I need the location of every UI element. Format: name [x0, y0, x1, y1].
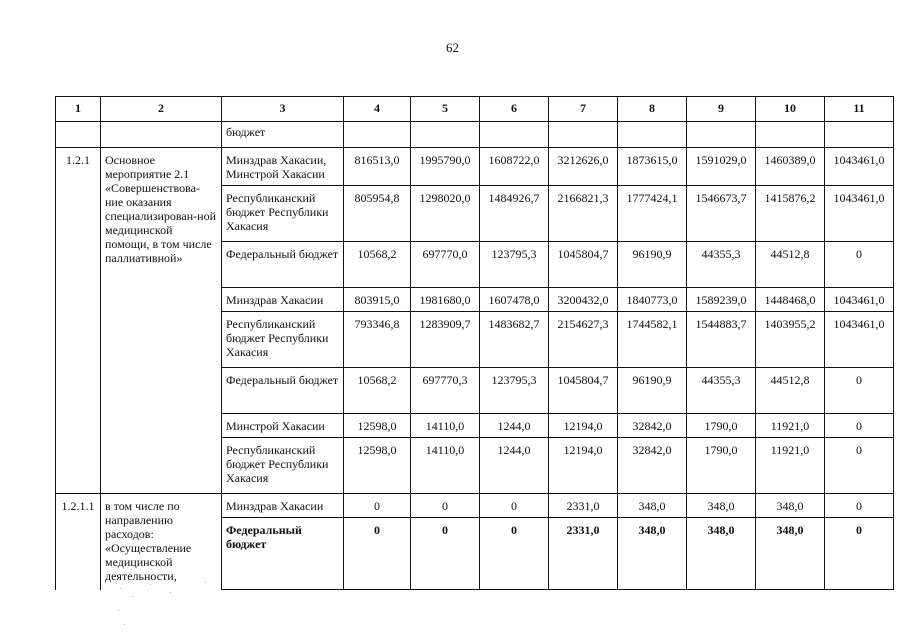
- amount-cell: 10568,2: [344, 242, 411, 288]
- amount-cell: 2331,0: [549, 518, 618, 590]
- amount-cell: 32842,0: [618, 438, 687, 494]
- amount-cell: 0: [825, 494, 894, 518]
- amount-cell: 1298020,0: [411, 186, 480, 242]
- amount-cell: 3200432,0: [549, 288, 618, 312]
- amount-cell: 1283909,7: [411, 312, 480, 368]
- empty-cell: [687, 122, 756, 148]
- amount-cell: 1460389,0: [756, 148, 825, 186]
- amount-cell: 0: [480, 494, 549, 518]
- amount-cell: 805954,8: [344, 186, 411, 242]
- activity-description: Основное мероприятие 2.1 «Совершенствова-ние оказания специализирован-ной медицинской помощи, в том числе паллиативной»: [101, 148, 222, 494]
- empty-cell: [618, 122, 687, 148]
- table-row: [56, 494, 894, 518]
- amount-cell: 348,0: [618, 494, 687, 518]
- row-code: 1.2.1: [56, 148, 101, 494]
- amount-cell: 1777424,1: [618, 186, 687, 242]
- amount-cell: 1043461,0: [825, 186, 894, 242]
- column-header: 7: [549, 97, 618, 122]
- row-code: 1.2.1.1: [56, 494, 101, 590]
- amount-cell: 0: [344, 494, 411, 518]
- amount-cell: 44355,3: [687, 368, 756, 414]
- funding-source: Минздрав Хакасии: [222, 288, 344, 312]
- amount-cell: 1244,0: [480, 414, 549, 438]
- column-header: 11: [825, 97, 894, 122]
- amount-cell: 12194,0: [549, 414, 618, 438]
- amount-cell: 0: [344, 518, 411, 590]
- column-header: 8: [618, 97, 687, 122]
- funding-source: бюджет: [222, 122, 344, 148]
- budget-table: [55, 96, 894, 590]
- amount-cell: 1484926,7: [480, 186, 549, 242]
- amount-cell: 1483682,7: [480, 312, 549, 368]
- column-header: 4: [344, 97, 411, 122]
- carry-over-row: [56, 122, 894, 148]
- table-row: [56, 148, 894, 186]
- column-header: 6: [480, 97, 549, 122]
- amount-cell: 14110,0: [411, 414, 480, 438]
- amount-cell: 1591029,0: [687, 148, 756, 186]
- amount-cell: 0: [825, 242, 894, 288]
- column-header: 9: [687, 97, 756, 122]
- amount-cell: 1043461,0: [825, 288, 894, 312]
- amount-cell: 1840773,0: [618, 288, 687, 312]
- amount-cell: 348,0: [687, 518, 756, 590]
- amount-cell: 793346,8: [344, 312, 411, 368]
- amount-cell: 1544883,7: [687, 312, 756, 368]
- amount-cell: 12598,0: [344, 438, 411, 494]
- amount-cell: 96190,9: [618, 242, 687, 288]
- page-number: 62: [446, 40, 459, 55]
- amount-cell: 0: [825, 438, 894, 494]
- empty-cell: [480, 122, 549, 148]
- amount-cell: 44355,3: [687, 242, 756, 288]
- amount-cell: 10568,2: [344, 368, 411, 414]
- amount-cell: 348,0: [756, 518, 825, 590]
- empty-cell: [549, 122, 618, 148]
- amount-cell: 1403955,2: [756, 312, 825, 368]
- amount-cell: 816513,0: [344, 148, 411, 186]
- funding-source: Федеральный бюджет: [222, 368, 344, 414]
- amount-cell: 1045804,7: [549, 368, 618, 414]
- amount-cell: 348,0: [687, 494, 756, 518]
- amount-cell: 11921,0: [756, 414, 825, 438]
- empty-cell: [56, 122, 101, 148]
- amount-cell: 12194,0: [549, 438, 618, 494]
- header-row: [56, 97, 894, 122]
- funding-source: Республиканский бюджет Республики Хакасия: [222, 312, 344, 368]
- amount-cell: 1981680,0: [411, 288, 480, 312]
- amount-cell: 44512,8: [756, 242, 825, 288]
- funding-source: Федеральный бюджет: [222, 242, 344, 288]
- funding-source: Республиканский бюджет Республики Хакасия: [222, 438, 344, 494]
- amount-cell: 1043461,0: [825, 312, 894, 368]
- amount-cell: 1790,0: [687, 438, 756, 494]
- amount-cell: 1043461,0: [825, 148, 894, 186]
- amount-cell: 0: [825, 368, 894, 414]
- empty-cell: [825, 122, 894, 148]
- amount-cell: 1790,0: [687, 414, 756, 438]
- amount-cell: 1608722,0: [480, 148, 549, 186]
- amount-cell: 0: [411, 518, 480, 590]
- empty-cell: [101, 122, 222, 148]
- amount-cell: 0: [825, 414, 894, 438]
- amount-cell: 1546673,7: [687, 186, 756, 242]
- amount-cell: 1995790,0: [411, 148, 480, 186]
- amount-cell: 697770,0: [411, 242, 480, 288]
- amount-cell: 1045804,7: [549, 242, 618, 288]
- amount-cell: 2154627,3: [549, 312, 618, 368]
- amount-cell: 11921,0: [756, 438, 825, 494]
- amount-cell: 1744582,1: [618, 312, 687, 368]
- amount-cell: 44512,8: [756, 368, 825, 414]
- column-header: 2: [101, 97, 222, 122]
- amount-cell: 14110,0: [411, 438, 480, 494]
- funding-source: Федеральный бюджет: [222, 518, 344, 590]
- amount-cell: 1873615,0: [618, 148, 687, 186]
- amount-cell: 348,0: [618, 518, 687, 590]
- amount-cell: 12598,0: [344, 414, 411, 438]
- amount-cell: 3212626,0: [549, 148, 618, 186]
- amount-cell: 0: [480, 518, 549, 590]
- amount-cell: 1607478,0: [480, 288, 549, 312]
- empty-cell: [756, 122, 825, 148]
- amount-cell: 348,0: [756, 494, 825, 518]
- funding-source: Республиканский бюджет Республики Хакасия: [222, 186, 344, 242]
- empty-cell: [411, 122, 480, 148]
- column-header: 1: [56, 97, 101, 122]
- column-header: 3: [222, 97, 344, 122]
- amount-cell: 0: [825, 518, 894, 590]
- amount-cell: 697770,3: [411, 368, 480, 414]
- amount-cell: 803915,0: [344, 288, 411, 312]
- amount-cell: 2166821,3: [549, 186, 618, 242]
- amount-cell: 1244,0: [480, 438, 549, 494]
- amount-cell: 2331,0: [549, 494, 618, 518]
- amount-cell: 1448468,0: [756, 288, 825, 312]
- amount-cell: 32842,0: [618, 414, 687, 438]
- amount-cell: 0: [411, 494, 480, 518]
- column-header: 10: [756, 97, 825, 122]
- amount-cell: 1589239,0: [687, 288, 756, 312]
- amount-cell: 123795,3: [480, 368, 549, 414]
- column-header: 5: [411, 97, 480, 122]
- amount-cell: 96190,9: [618, 368, 687, 414]
- amount-cell: 123795,3: [480, 242, 549, 288]
- funding-source: Минздрав Хакасии: [222, 494, 344, 518]
- amount-cell: 1415876,2: [756, 186, 825, 242]
- empty-cell: [344, 122, 411, 148]
- activity-description: в том числе по направлению расходов: «Осуществление медицинской деятельности,: [101, 494, 222, 590]
- funding-source: Минстрой Хакасии: [222, 414, 344, 438]
- funding-source: Минздрав Хакасии, Минстрой Хакасии: [222, 148, 344, 186]
